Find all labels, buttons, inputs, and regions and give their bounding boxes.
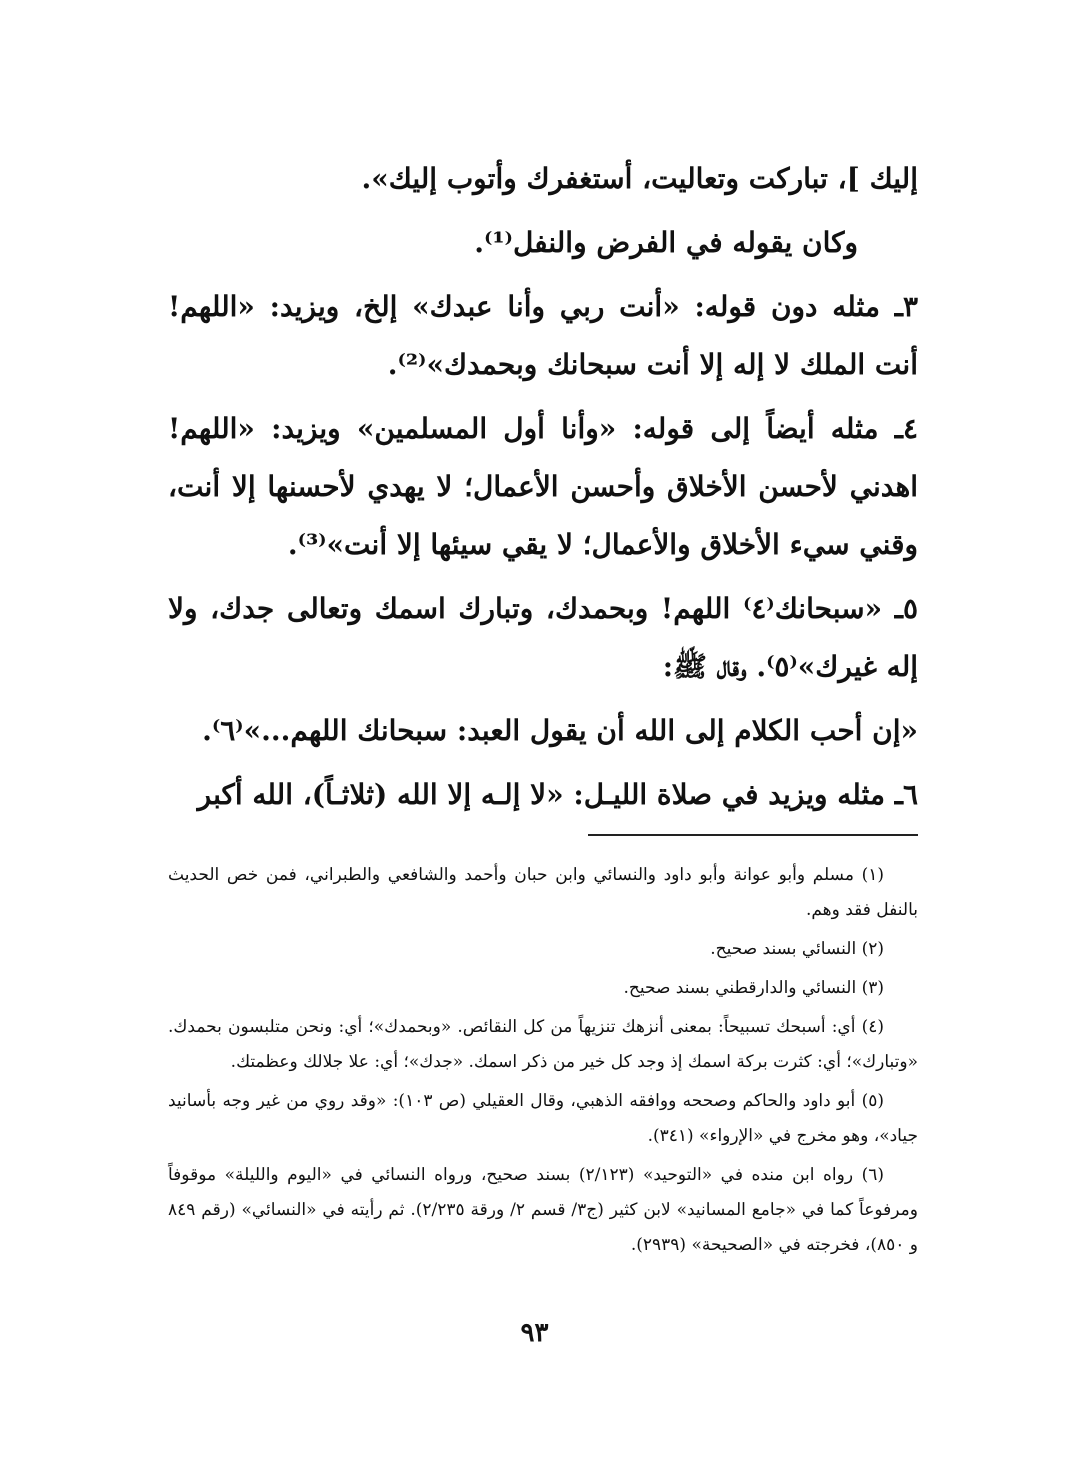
paragraph-item-5: ٥ـ «سبحانك⁽٤⁾ اللهم! وبحمدك، وتبارك اسمك وتعالى جدك، ولا إله غيرك»⁽٥⁾. وقال ﷺ: [168,592,918,683]
footnote-5: (٥) أبو داود والحاكم وصححه ووافقه الذهبي، وقال العقيلي (ص ١٠٣): «وقد روي من غير وجه بأسانيد جياد»، وهو مخرج في «الإرواء» (٣٤١). [168,1091,918,1146]
footnote-4: (٤) أي: أسبحك تسبيحاً: بمعنى أنزهك تنزيهاً من كل النقائص. «وبحمدك»؛ أي: ونحن متلبسون بحمدك. «وتبارك»؛ أي: كثرت بركة اسمك إذ وجد كل خير من ذكر اسمك. «جدك»؛ أي: علا جلالك وعظمتك. [168,1017,918,1072]
book-page [168,150,918,1267]
paragraph-item-4: ٤ـ مثله أيضاً إلى قوله: «وأنا أول المسلمين» ويزيد: «اللهم! اهدني لأحسن الأخلاق وأحسن الأعمال؛ لا يهدي لأحسنها إلا أنت، وقني سيء الأخلاق والأعمال؛ لا يقي سيئها إلا أنت»⁽³⁾. [168,412,918,561]
footnote-divider [588,834,918,836]
paragraph-continuation: إليك ]، تباركت وتعاليت، أستغفرك وأتوب إليك». [361,162,918,195]
paragraph-note: وكان يقوله في الفرض والنفل⁽¹⁾. [474,226,858,259]
main-text [168,150,918,824]
paragraph-hadith-quote: «إن أحب الكلام إلى الله أن يقول العبد: سبحانك اللهم...»⁽٦⁾. [202,714,918,747]
footnote-6: (٦) رواه ابن منده في «التوحيد» (٢/١٢٣) بسند صحيح، ورواه النسائي في «اليوم والليلة» موقوفاً ومرفوعاً كما في «جامع المسانيد» لابن كثير (ج٣/ قسم ٢/ ورقة ٢/٢٣٥). ثم رأيته في «النسائي» (رقم ٨٤٩ و ٨٥٠)، فخرجته في «الصحيحة» (٢٩٣٩). [168,1165,918,1255]
footnotes [168,858,918,1263]
paragraph-item-3: ٣ـ مثله دون قوله: «أنت ربي وأنا عبدك» إلخ، ويزيد: «اللهم! أنت الملك لا إله إلا أنت سبحانك وبحمدك»⁽²⁾. [168,290,918,381]
footnote-1: (١) مسلم وأبو عوانة وأبو داود والنسائي وابن حبان وأحمد والشافعي والطبراني، فمن خص الحديث بالنفل فقد وهم. [168,865,918,920]
paragraph-item-6: ٦ـ مثله ويزيد في صلاة الليـل: «لا إلـه إلا الله (ثلاثـاً)، الله أكبر [197,778,918,811]
footnote-2: (٢) النسائي بسند صحيح. [710,939,884,959]
footnote-3: (٣) النسائي والدارقطني بسند صحيح. [623,978,884,998]
page-number: ٩٣ [520,1318,549,1348]
